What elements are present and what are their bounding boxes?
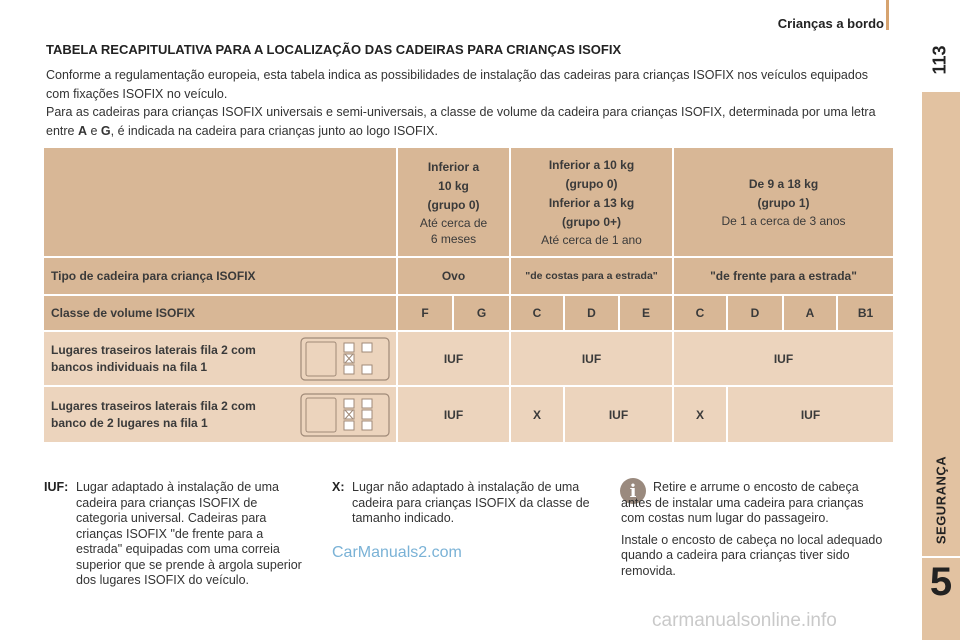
placement-cell: IUF <box>398 332 509 385</box>
class-cell: E <box>620 296 672 330</box>
header-group-0: Inferior a 10 kg (grupo 0) Até cerca de 6 meses <box>398 148 509 256</box>
seat-type-cell: "de frente para a estrada" <box>674 258 893 294</box>
header-group-1: De 9 a 18 kg (grupo 1) De 1 a cerca de 3 anos <box>674 148 893 256</box>
class-cell: C <box>674 296 726 330</box>
isofix-class-paragraph: Para as cadeiras para crianças ISOFIX universais e semi-universais, a classe de volume da cadeira para crianças ISOFIX, determinada por uma letra entre A e G, é indicada na cadeira para crianças junto ao logo ISOFIX. <box>46 105 876 138</box>
table-corner <box>44 148 396 256</box>
placement-cell: IUF <box>398 387 509 442</box>
placement-cell: X <box>674 387 726 442</box>
placement-cell: IUF <box>728 387 893 442</box>
isofix-table <box>44 148 893 443</box>
vehicle-seat-layout-icon <box>300 337 390 381</box>
header-accent-bar <box>886 0 889 30</box>
legend-x: X: Lugar não adaptado à instalação de uma cadeira para crianças ISOFIX da classe de tamanho indicado. <box>332 480 590 525</box>
header-group-0plus: Inferior a 10 kg (grupo 0) Inferior a 13 kg (grupo 0+) Até cerca de 1 ano <box>511 148 672 256</box>
row-label-isofix-class: Classe de volume ISOFIX <box>44 296 396 330</box>
info-note: Retire e arrume o encosto de cabeça antes de instalar uma cadeira para crianças com costas num lugar do passageiro. Instale o encosto de cabeça no local adequado quando a cadeira para crianças tiver sido removida. <box>621 480 883 578</box>
section-label: SEGURANÇA <box>933 455 949 545</box>
intro-paragraph: Conforme a regulamentação europeia, esta tabela indica as possibilidades de instalação das cadeiras para crianças ISOFIX nos veículos equipados com fixações ISOFIX no veículo. <box>46 68 869 101</box>
class-cell: C <box>511 296 563 330</box>
info-icon: i <box>620 478 646 504</box>
row-label-individual-seats: Lugares traseiros laterais fila 2 com bancos individuais na fila 1 <box>44 332 396 385</box>
placement-cell: IUF <box>511 332 672 385</box>
class-cell: F <box>398 296 452 330</box>
class-cell: A <box>784 296 836 330</box>
seat-type-cell: Ovo <box>398 258 509 294</box>
placement-cell: IUF <box>674 332 893 385</box>
legend-iuf: IUF: Lugar adaptado à instalação de uma cadeira para crianças ISOFIX de categoria universal. Cadeiras para crianças ISOFIX "de frente para a estrada" equipadas com uma correia superior que se prende à argola superior dos lugares ISOFIX do veículo. <box>44 480 302 587</box>
row-label-bench-seat: Lugares traseiros laterais fila 2 com banco de 2 lugares na fila 1 <box>44 387 396 442</box>
placement-cell: IUF <box>565 387 672 442</box>
page-title: TABELA RECAPITULATIVA PARA A LOCALIZAÇÃO DAS CADEIRAS PARA CRIANÇAS ISOFIX <box>46 42 622 57</box>
chapter-title: Crianças a bordo <box>777 16 884 31</box>
watermark-link[interactable]: CarManuals2.com <box>332 544 462 561</box>
page-number: 113 <box>929 45 950 75</box>
row-label-seat-type: Tipo de cadeira para criança ISOFIX <box>44 258 396 294</box>
class-cell: D <box>728 296 782 330</box>
class-cell: B1 <box>838 296 893 330</box>
vehicle-bench-layout-icon <box>300 393 390 437</box>
seat-type-cell: "de costas para a estrada" <box>511 258 672 294</box>
side-divider <box>922 556 960 558</box>
watermark-site: carmanualsonline.info <box>652 610 837 631</box>
class-cell: D <box>565 296 618 330</box>
chapter-number: 5 <box>929 560 953 604</box>
class-cell: G <box>454 296 509 330</box>
placement-cell: X <box>511 387 563 442</box>
